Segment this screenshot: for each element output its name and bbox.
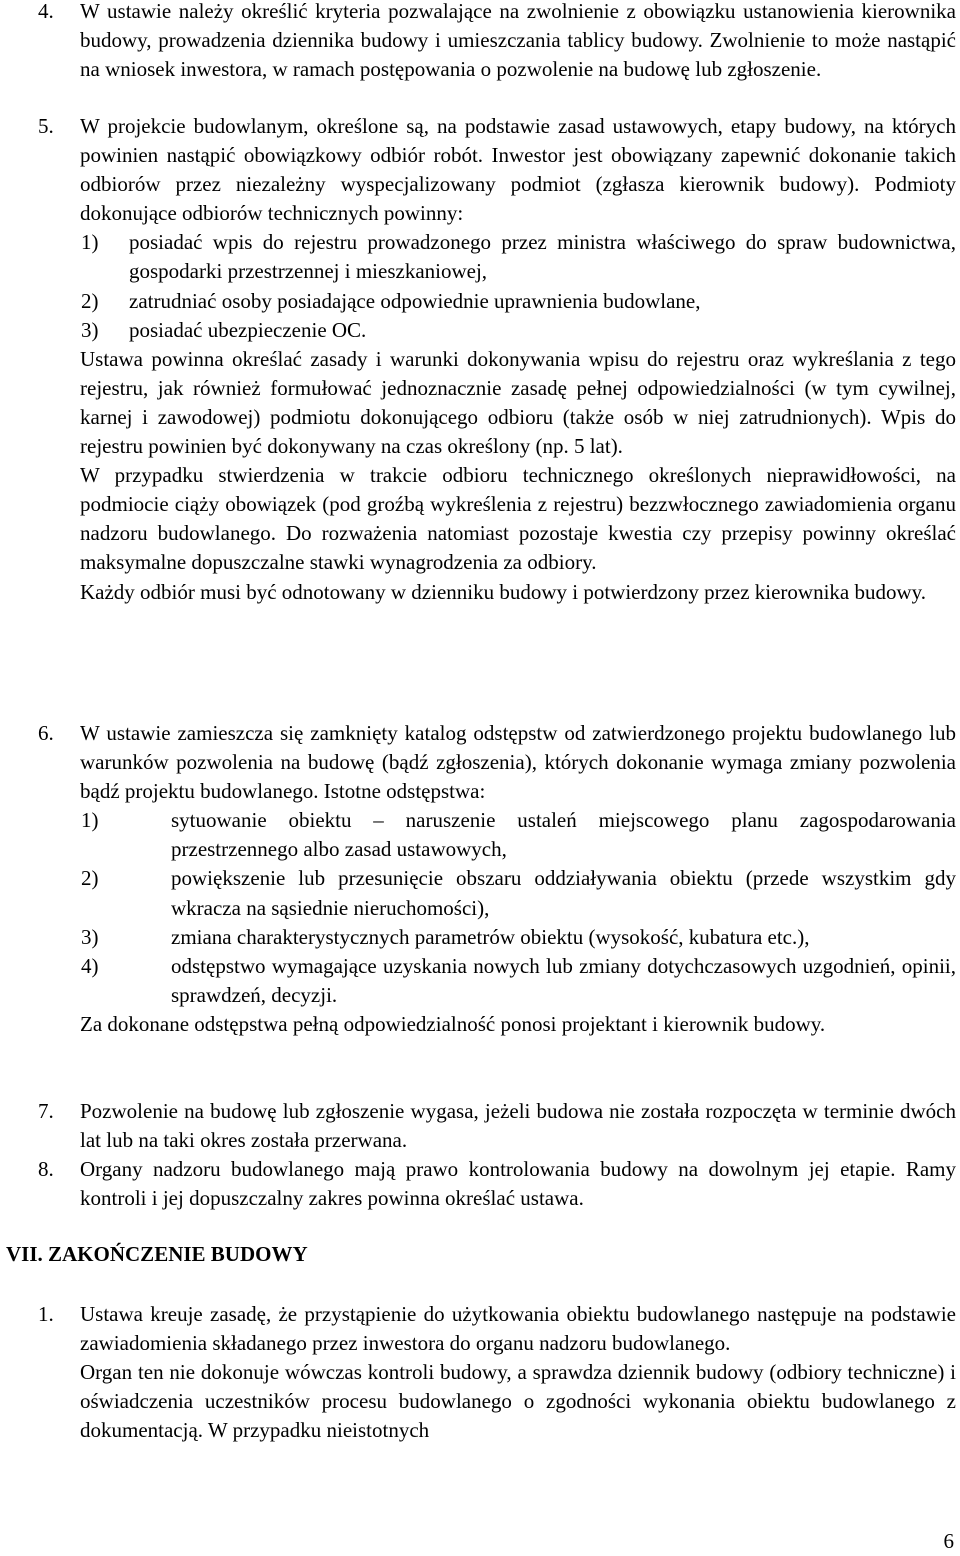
sub-list-item xyxy=(80,316,956,345)
sub-item-number: 2) xyxy=(81,288,99,313)
paragraph: Za dokonane odstępstwa pełną odpowiedzialność ponosi projektant i kierownik budowy. xyxy=(80,1011,826,1036)
sub-item-number: 1) xyxy=(81,808,99,833)
section-heading: VII. ZAKOŃCZENIE BUDOWY xyxy=(6,1242,308,1266)
paragraph: W przypadku stwierdzenia w trakcie odbioru technicznego określonych nieprawidłowości, na podmiocie ciąży obowiązek (pod groźbą wykreślenia z rejestru) bezzwłocznego zawiadomienia organu nadzoru budowlanego. Do rozważenia natomiast pozostaje kwestia czy przepisy powinny określać maksymalne dopuszczalne stawki wynagrodzenia za odbiory. xyxy=(80,463,956,575)
sub-item-number: 3) xyxy=(81,924,99,949)
paragraph: W ustawie zamieszcza się zamknięty katalog odstępstw od zatwierdzonego projektu budowlanego lub warunków pozwolenia na budowę (bądź zgłoszenia), których dokonanie wymaga zmiany pozwolenia bądź projektu budowlanego. Istotne odstępstwa: xyxy=(80,721,956,804)
sub-list-item xyxy=(80,923,956,952)
sub-item-text: posiadać wpis do rejestru prowadzonego przez ministra właściwego do spraw budownictwa, gospodarki przestrzennej i mieszkaniowej, xyxy=(129,230,956,284)
sub-item-number: 1) xyxy=(81,230,99,255)
sub-list-item xyxy=(80,287,956,316)
sub-item-text: odstępstwo wymagające uzyskania nowych lub zmiany dotychczasowych uzgodnień, opinii, sprawdzeń, decyzji. xyxy=(171,953,956,1007)
sub-item-text: zmiana charakterystycznych parametrów obiektu (wysokość, kubatura etc.), xyxy=(171,924,810,949)
sub-list-item xyxy=(80,952,956,1010)
list-item-4 xyxy=(38,0,956,84)
sub-item-text: zatrudniać osoby posiadające odpowiednie uprawnienia budowlane, xyxy=(129,288,701,313)
paragraph: Ustawa powinna określać zasady i warunki dokonywania wpisu do rejestru oraz wykreślania z tego rejestru, jak również formułować jednoznacznie zasadę pełnej odpowiedzialności (w tym cywilnej, karnej i zawodowej) podmiotu dokonującego odbioru (także osób w niej zatrudnionych). Wpis do rejestru powinien być dokonywany na czas określony (np. 5 lat). xyxy=(80,346,956,459)
paragraph: Organ ten nie dokonuje wówczas kontroli budowy, a sprawdza dziennik budowy (odbiory techniczne) i oświadczenia uczestników procesu budowlanego o zgodności wykonania obiektu budowlanego z dokumentacją. W przypadku nieistotnych xyxy=(80,1360,956,1443)
sub-item-text: posiadać ubezpieczenie OC. xyxy=(129,317,367,342)
sub-item-text: powiększenie lub przesunięcie obszaru oddziaływania obiektu (przede wszystkim gdy wkracza na sąsiednie nieruchomości), xyxy=(171,866,956,920)
sub-item-number: 3) xyxy=(81,317,99,342)
item-number: 5. xyxy=(38,114,54,138)
page-number: 6 xyxy=(943,1529,954,1553)
paragraph: W ustawie należy określić kryteria pozwalające na zwolnienie z obowiązku ustanowienia kierownika budowy, prowadzenia dziennika budowy i umieszczania tablicy budowy. Zwolnienie to może nastąpić na wniosek inwestora, w ramach postępowania o pozwolenie na budowę lub zgłoszenie. xyxy=(80,0,956,82)
item-number: 7. xyxy=(38,1099,54,1123)
item-number: 4. xyxy=(38,0,54,23)
section-list-item-1 xyxy=(38,1300,956,1445)
paragraph: Pozwolenie na budowę lub zgłoszenie wygasa, jeżeli budowa nie została rozpoczęta w terminie dwóch lat lub na taki okres została przerwana. xyxy=(80,1099,956,1153)
list-item-5 xyxy=(38,112,956,607)
item-number: 6. xyxy=(38,721,54,745)
paragraph: Każdy odbiór musi być odnotowany w dzienniku budowy i potwierdzony przez kierownika budowy. xyxy=(80,579,927,604)
paragraph: Ustawa kreuje zasadę, że przystąpienie do użytkowania obiektu budowlanego następuje na podstawie zawiadomienia składanego przez inwestora do organu nadzoru budowlanego. xyxy=(80,1302,956,1356)
list-item-7 xyxy=(38,1097,956,1155)
paragraph: W projekcie budowlanym, określone są, na podstawie zasad ustawowych, etapy budowy, na których powinien nastąpić obowiązkowy odbiór robót. Inwestor jest obowiązany zapewnić dokonanie takich odbiorów przez niezależny wyspecjalizowany podmiot (zgłasza kierownik budowy). Podmioty dokonujące odbiorów technicznych powinny: xyxy=(80,114,956,226)
sub-item-number: 4) xyxy=(81,953,99,978)
item-number: 1. xyxy=(38,1302,54,1326)
list-item-6 xyxy=(38,719,956,1039)
sub-list xyxy=(80,806,956,1010)
sub-list xyxy=(80,228,956,344)
sub-list-item xyxy=(80,228,956,286)
sub-item-number: 2) xyxy=(81,866,99,891)
list-item-8 xyxy=(38,1155,956,1213)
paragraph: Organy nadzoru budowlanego mają prawo kontrolowania budowy na dowolnym jej etapie. Ramy kontroli i jej dopuszczalny zakres powinna określać ustawa. xyxy=(80,1157,956,1211)
sub-list-item xyxy=(80,806,956,864)
sub-item-text: sytuowanie obiektu – naruszenie ustaleń miejscowego planu zagospodarowania przestrzennego albo zasad ustawowych, xyxy=(171,808,956,862)
item-number: 8. xyxy=(38,1157,54,1181)
sub-list-item xyxy=(80,864,956,922)
